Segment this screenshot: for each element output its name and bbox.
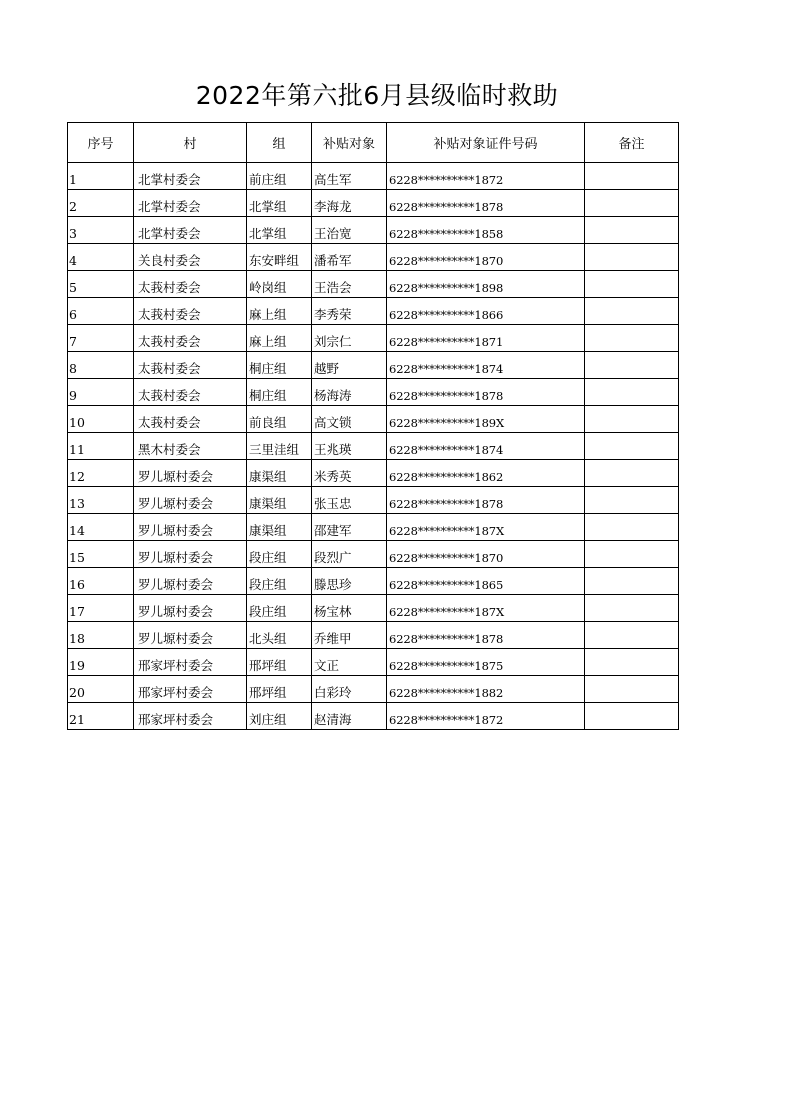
cell-index: 2 <box>68 190 134 217</box>
table-row <box>68 325 679 352</box>
cell-village: 罗儿塬村委会 <box>134 622 247 649</box>
cell-group: 段庄组 <box>247 541 312 568</box>
cell-village: 罗儿塬村委会 <box>134 568 247 595</box>
cell-remarks <box>585 649 679 676</box>
header-remarks: 备注 <box>585 123 679 163</box>
cell-remarks <box>585 406 679 433</box>
cell-remarks <box>585 244 679 271</box>
cell-remarks <box>585 298 679 325</box>
cell-index: 19 <box>68 649 134 676</box>
table-row <box>68 271 679 298</box>
cell-group: 北掌组 <box>247 217 312 244</box>
cell-id-number: 6228**********1870 <box>387 541 585 568</box>
cell-index: 20 <box>68 676 134 703</box>
cell-index: 11 <box>68 433 134 460</box>
cell-id-number: 6228**********189X <box>387 406 585 433</box>
cell-remarks <box>585 541 679 568</box>
cell-recipient: 乔维甲 <box>312 622 387 649</box>
cell-group: 邢坪组 <box>247 676 312 703</box>
table-row <box>68 217 679 244</box>
cell-village: 邢家坪村委会 <box>134 676 247 703</box>
table-row <box>68 649 679 676</box>
cell-recipient: 邵建军 <box>312 514 387 541</box>
cell-id-number: 6228**********1878 <box>387 622 585 649</box>
cell-recipient: 刘宗仁 <box>312 325 387 352</box>
cell-remarks <box>585 352 679 379</box>
cell-village: 罗儿塬村委会 <box>134 460 247 487</box>
cell-recipient: 米秀英 <box>312 460 387 487</box>
cell-id-number: 6228**********1878 <box>387 190 585 217</box>
header-village: 村 <box>134 123 247 163</box>
cell-village: 罗儿塬村委会 <box>134 541 247 568</box>
cell-village: 黑木村委会 <box>134 433 247 460</box>
cell-village: 太莪村委会 <box>134 352 247 379</box>
cell-village: 邢家坪村委会 <box>134 703 247 730</box>
cell-remarks <box>585 433 679 460</box>
table-row <box>68 622 679 649</box>
cell-village: 北掌村委会 <box>134 190 247 217</box>
cell-remarks <box>585 487 679 514</box>
cell-group: 桐庄组 <box>247 352 312 379</box>
cell-village: 太莪村委会 <box>134 325 247 352</box>
cell-id-number: 6228**********1866 <box>387 298 585 325</box>
table-header-row <box>68 123 679 163</box>
table-row <box>68 406 679 433</box>
header-recipient: 补贴对象 <box>312 123 387 163</box>
cell-recipient: 杨宝林 <box>312 595 387 622</box>
cell-recipient: 赵清海 <box>312 703 387 730</box>
cell-group: 东安畔组 <box>247 244 312 271</box>
cell-recipient: 潘希军 <box>312 244 387 271</box>
cell-recipient: 李秀荣 <box>312 298 387 325</box>
cell-index: 13 <box>68 487 134 514</box>
cell-remarks <box>585 271 679 298</box>
table-row <box>68 541 679 568</box>
cell-index: 21 <box>68 703 134 730</box>
cell-recipient: 王兆瑛 <box>312 433 387 460</box>
cell-id-number: 6228**********1865 <box>387 568 585 595</box>
cell-recipient: 王浩会 <box>312 271 387 298</box>
cell-remarks <box>585 568 679 595</box>
table-row <box>68 433 679 460</box>
cell-remarks <box>585 217 679 244</box>
cell-id-number: 6228**********1870 <box>387 244 585 271</box>
cell-group: 麻上组 <box>247 298 312 325</box>
table-row <box>68 352 679 379</box>
cell-village: 关良村委会 <box>134 244 247 271</box>
cell-index: 4 <box>68 244 134 271</box>
cell-group: 北掌组 <box>247 190 312 217</box>
table-row <box>68 460 679 487</box>
cell-village: 罗儿塬村委会 <box>134 595 247 622</box>
cell-id-number: 6228**********1898 <box>387 271 585 298</box>
cell-group: 麻上组 <box>247 325 312 352</box>
cell-index: 10 <box>68 406 134 433</box>
cell-group: 前良组 <box>247 406 312 433</box>
cell-recipient: 张玉忠 <box>312 487 387 514</box>
table-row <box>68 514 679 541</box>
cell-group: 邢坪组 <box>247 649 312 676</box>
cell-group: 康渠组 <box>247 460 312 487</box>
table-row <box>68 244 679 271</box>
cell-id-number: 6228**********1874 <box>387 352 585 379</box>
cell-village: 罗儿塬村委会 <box>134 514 247 541</box>
cell-village: 北掌村委会 <box>134 217 247 244</box>
cell-remarks <box>585 703 679 730</box>
relief-table <box>67 122 679 730</box>
cell-index: 5 <box>68 271 134 298</box>
table-row <box>68 190 679 217</box>
table-body <box>68 163 679 730</box>
header-id-number: 补贴对象证件号码 <box>387 123 585 163</box>
cell-id-number: 6228**********1862 <box>387 460 585 487</box>
cell-id-number: 6228**********1874 <box>387 433 585 460</box>
cell-recipient: 王治宽 <box>312 217 387 244</box>
cell-recipient: 文正 <box>312 649 387 676</box>
cell-index: 12 <box>68 460 134 487</box>
cell-village: 太莪村委会 <box>134 406 247 433</box>
cell-index: 18 <box>68 622 134 649</box>
cell-recipient: 李海龙 <box>312 190 387 217</box>
cell-group: 段庄组 <box>247 595 312 622</box>
cell-group: 前庄组 <box>247 163 312 190</box>
cell-id-number: 6228**********1872 <box>387 703 585 730</box>
cell-remarks <box>585 622 679 649</box>
cell-group: 康渠组 <box>247 514 312 541</box>
cell-remarks <box>585 514 679 541</box>
cell-remarks <box>585 595 679 622</box>
cell-id-number: 6228**********1878 <box>387 487 585 514</box>
cell-id-number: 6228**********187X <box>387 595 585 622</box>
cell-index: 14 <box>68 514 134 541</box>
cell-recipient: 滕思珍 <box>312 568 387 595</box>
cell-village: 邢家坪村委会 <box>134 649 247 676</box>
table-row <box>68 595 679 622</box>
header-index: 序号 <box>68 123 134 163</box>
header-group: 组 <box>247 123 312 163</box>
cell-recipient: 高文锁 <box>312 406 387 433</box>
table-row <box>68 568 679 595</box>
cell-index: 1 <box>68 163 134 190</box>
table-row <box>68 298 679 325</box>
table-row <box>68 703 679 730</box>
cell-group: 桐庄组 <box>247 379 312 406</box>
table-row <box>68 676 679 703</box>
cell-id-number: 6228**********1882 <box>387 676 585 703</box>
cell-village: 罗儿塬村委会 <box>134 487 247 514</box>
cell-group: 段庄组 <box>247 568 312 595</box>
cell-id-number: 6228**********1871 <box>387 325 585 352</box>
cell-recipient: 段烈广 <box>312 541 387 568</box>
table-row <box>68 487 679 514</box>
cell-recipient: 高生军 <box>312 163 387 190</box>
cell-group: 岭岗组 <box>247 271 312 298</box>
cell-index: 6 <box>68 298 134 325</box>
cell-recipient: 白彩玲 <box>312 676 387 703</box>
cell-village: 太莪村委会 <box>134 271 247 298</box>
table-row <box>68 379 679 406</box>
cell-group: 康渠组 <box>247 487 312 514</box>
cell-id-number: 6228**********1875 <box>387 649 585 676</box>
cell-recipient: 杨海涛 <box>312 379 387 406</box>
cell-remarks <box>585 460 679 487</box>
cell-index: 8 <box>68 352 134 379</box>
cell-index: 9 <box>68 379 134 406</box>
cell-village: 北掌村委会 <box>134 163 247 190</box>
table-row <box>68 163 679 190</box>
cell-id-number: 6228**********1872 <box>387 163 585 190</box>
cell-remarks <box>585 190 679 217</box>
cell-index: 15 <box>68 541 134 568</box>
cell-index: 17 <box>68 595 134 622</box>
cell-remarks <box>585 325 679 352</box>
cell-group: 三里洼组 <box>247 433 312 460</box>
page-title: 2022年第六批6月县级临时救助 <box>195 81 559 110</box>
cell-group: 北头组 <box>247 622 312 649</box>
cell-id-number: 6228**********1878 <box>387 379 585 406</box>
cell-id-number: 6228**********187X <box>387 514 585 541</box>
cell-remarks <box>585 163 679 190</box>
cell-index: 7 <box>68 325 134 352</box>
cell-remarks <box>585 379 679 406</box>
cell-recipient: 越野 <box>312 352 387 379</box>
cell-remarks <box>585 676 679 703</box>
cell-village: 太莪村委会 <box>134 298 247 325</box>
cell-group: 刘庄组 <box>247 703 312 730</box>
cell-index: 3 <box>68 217 134 244</box>
cell-index: 16 <box>68 568 134 595</box>
cell-id-number: 6228**********1858 <box>387 217 585 244</box>
cell-village: 太莪村委会 <box>134 379 247 406</box>
